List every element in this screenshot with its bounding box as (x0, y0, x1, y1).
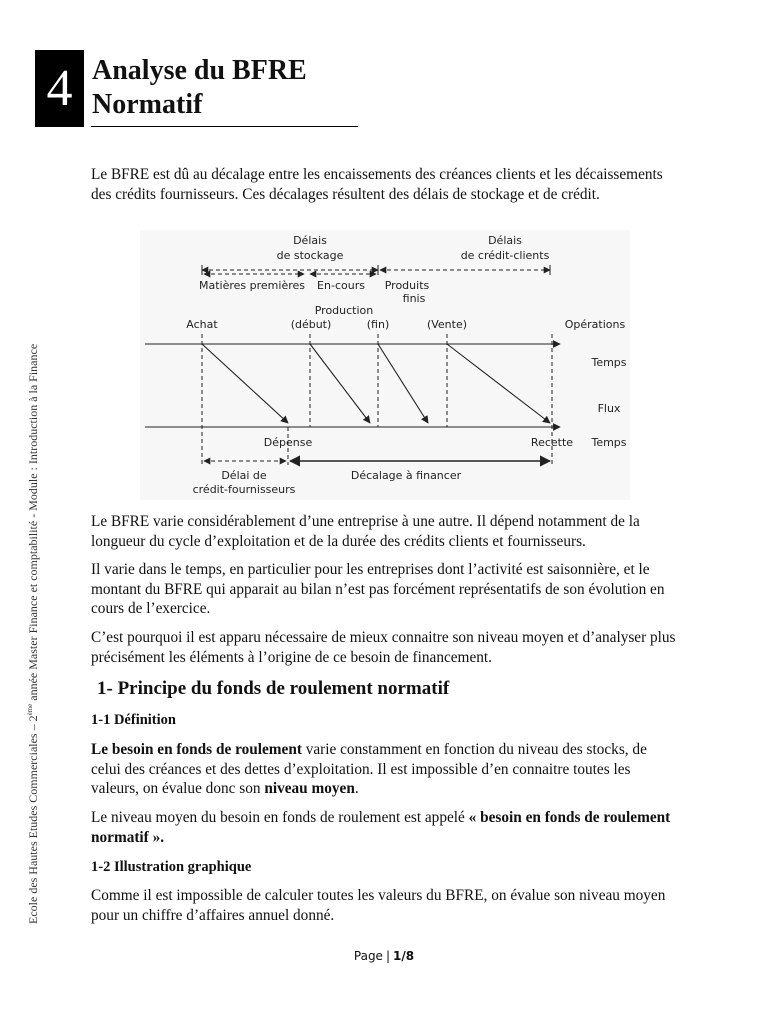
label-flux: Flux (597, 402, 621, 415)
sidebar-text-a: Ecole des Hautes Etudes Commerciales – 2 (26, 715, 40, 924)
label-production: Production (314, 304, 374, 317)
normatif-bold-term: « besoin en fonds de roulement normatif ». (91, 809, 671, 846)
page-separator: | (385, 949, 390, 963)
label-delais-stockage-1: Délais (293, 234, 327, 247)
intro-paragraph (91, 165, 677, 204)
label-temps-1: Temps (591, 356, 627, 369)
chapter-title (92, 54, 362, 122)
normatif-paragraph (91, 808, 677, 847)
label-decalage: Décalage à financer (350, 469, 462, 482)
label-delais-credit-1: Délais (488, 234, 522, 247)
page-label: Page (353, 949, 383, 963)
sidebar-vertical-text (26, 344, 41, 924)
label-delais-credit-2: de crédit-clients (460, 249, 550, 262)
last-paragraph (91, 886, 677, 925)
label-matieres: Matières premières (199, 279, 305, 292)
definition-paragraph (91, 740, 677, 799)
label-produits-1: Produits (384, 279, 430, 292)
subheading-definition: 1-1 Définition (91, 712, 176, 728)
label-temps-2: Temps (591, 436, 627, 449)
subheading-1-wrap (91, 712, 677, 729)
event-fin: (fin) (366, 318, 390, 331)
para3-text: C’est pourquoi il est apparu nécessaire de mieux connaitre son niveau moyen et d’analyser plus précisément les éléments à l’origine de ce besoin de financement. (91, 629, 676, 666)
event-debut: (début) (290, 318, 332, 331)
paragraph-2 (91, 560, 677, 619)
title-underline (91, 126, 358, 127)
subheading-illustration: 1-2 Illustration graphique (91, 859, 252, 875)
label-delai-fourn-2: crédit-fournisseurs (192, 483, 296, 496)
sidebar-text-b: année Master Finance et comptabilité - Module : Introduction à la Finance (26, 343, 40, 704)
definition-text-1: varie constamment en fonction du niveau des stocks, de celui des créances et des dettes d’exploitation. Il est impossible d’en connaitre toutes les valeurs, on évalue donc son (91, 741, 647, 797)
chapter-title-line1: Analyse du BFRE (92, 55, 307, 86)
para1-text: Le BFRE varie considérablement d’une entreprise à une autre. Il dépend notamment de la longueur du cycle d’exploitation et de la durée des crédits clients et fournisseurs. (91, 513, 640, 550)
event-achat: Achat (186, 318, 218, 331)
paragraph-3 (91, 628, 677, 667)
definition-bold-term: Le besoin en fonds de roulement (91, 741, 302, 758)
normatif-text (91, 808, 677, 847)
label-produits-2: finis (402, 292, 426, 305)
label-delais-stockage-2: de stockage (276, 249, 344, 262)
subheading-2-wrap (91, 859, 677, 876)
event-operations: Opérations (564, 318, 626, 331)
chapter-title-line2: Normatif (92, 89, 203, 120)
page-number: 1/8 (393, 949, 415, 963)
last-paragraph-text: Comme il est impossible de calculer toutes les valeurs du BFRE, on évalue son niveau moyen pour un chiffre d’affaires annuel donné. (91, 887, 666, 924)
label-encours: En-cours (317, 279, 365, 292)
paragraph-1 (91, 512, 677, 551)
intro-text: Le BFRE est dû au décalage entre les encaissements des créances clients et les décaissements des crédits fournisseurs. Ces décalages résultent des délais de stockage et de crédit. (91, 166, 663, 203)
bfre-cycle-diagram (140, 230, 630, 500)
normatif-text-1: Le niveau moyen du besoin en fonds de roulement est appelé (91, 809, 469, 826)
section-heading-1: 1- Principe du fonds de roulement normatif (97, 678, 450, 699)
page-footer (0, 949, 768, 963)
definition-text (91, 740, 677, 799)
diagram-background (140, 230, 630, 500)
label-delai-fourn-1: Délai de (221, 469, 267, 482)
para2-text: Il varie dans le temps, en particulier pour les entreprises dont l’activité est saisonnière, et le montant du BFRE qui apparait au bilan n’est pas forcément représentatifs de son évolution en cours de l’exercice. (91, 561, 665, 617)
definition-bold-niveau: niveau moyen (264, 780, 355, 797)
sidebar-text-sup: ème (26, 703, 34, 716)
event-recette: Recette (530, 436, 574, 449)
event-depense: Dépense (263, 436, 313, 449)
chapter-number: 4 (35, 50, 84, 127)
event-vente: (Vente) (426, 318, 468, 331)
definition-text-2: . (354, 780, 359, 797)
